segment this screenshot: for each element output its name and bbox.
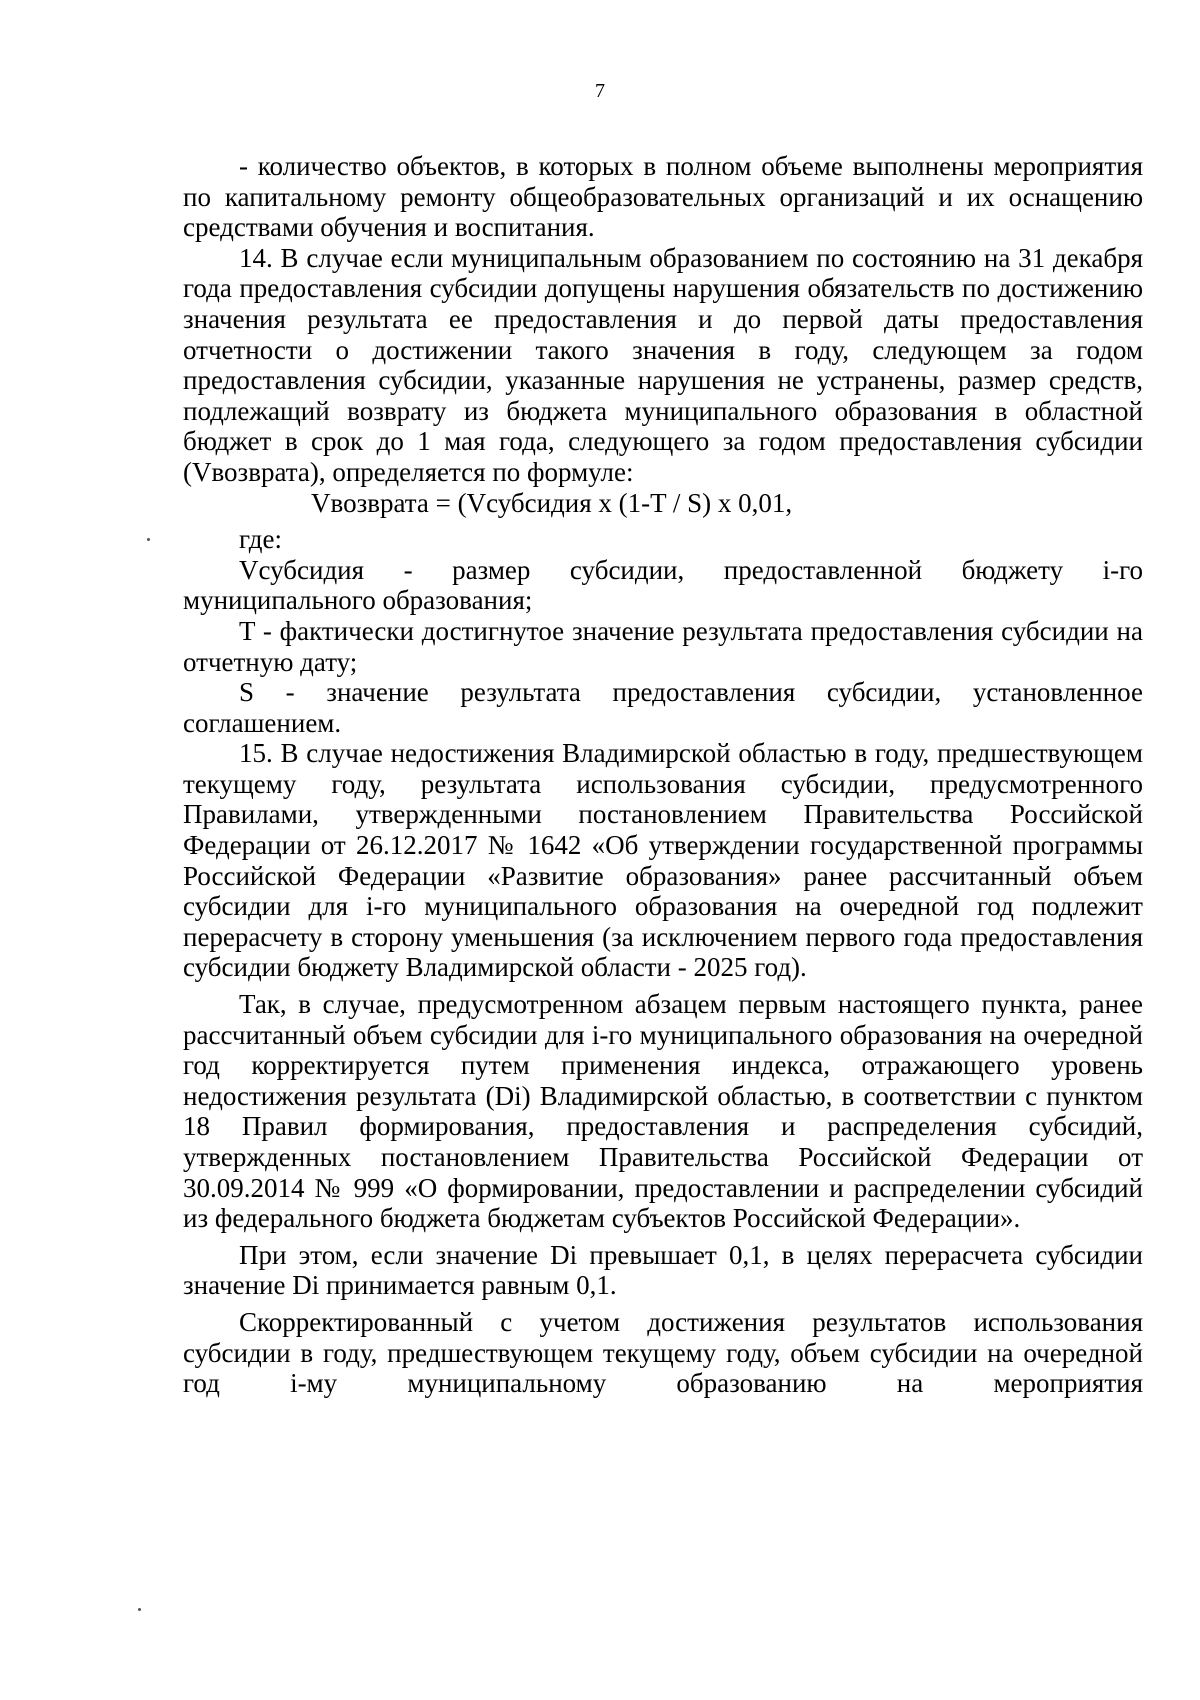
definition-t: T - фактически достигнутое значение результата предоставления субсидии на отчетную дату; [183,615,1143,677]
scan-speck [138,1608,141,1611]
paragraph-14: 14. В случае если муниципальным образованием по состоянию на 31 декабря года предоставления субсидии допущены нарушения обязательств по достижению значения результата ее предоставления и до первой даты предоставления отчетности о достижении такого значения в году, следующем за годом предоставления субсидии, указанные нарушения не устранены, размер средств, подлежащий возврату из бюджета муниципального образования в областной бюджет в срок до 1 мая года, следующего за годом предоставления субсидии (Vвозврата), определяется по формуле: [183,242,1143,487]
definition-v-subsidy: Vсубсидия - размер субсидии, предоставленной бюджету i-го муниципального образования; [183,554,1143,616]
paragraph-di-limit: При этом, если значение Di превышает 0,1, в целях перерасчета субсидии значение Di принимается равным 0,1. [183,1239,1143,1301]
where-label: где: [239,524,282,555]
paragraph-adjusted-volume: Скорректированный с учетом достижения результатов использования субсидии в году, предшествующем текущему году, объем субсидии на очередной год i-му муниципальному образованию на мероприятия [183,1306,1143,1399]
scan-speck [147,538,150,541]
paragraph-15: 15. В случае недостижения Владимирской областью в году, предшествующем текущему году, результата использования субсидии, предусмотренного Правилами, утвержденными постановлением Правительства Российской Федерации от 26.12.2017 № 1642 «Об утверждении государственной программы Российской Федерации «Развитие образования» ранее рассчитанный объем субсидии для i-го муниципального образования на очередной год подлежит перерасчету в сторону уменьшения (за исключением первого года предоставления субсидии бюджету Владимирской области - 2025 год). [183,738,1143,983]
paragraph-result-indicator: - количество объектов, в которых в полном объеме выполнены мероприятия по капитальному ремонту общеобразовательных организаций и их оснащению средствами обучения и воспитания. [183,151,1143,243]
page-number: 7 [595,80,605,102]
document-body [183,151,1143,1399]
definition-s: S - значение результата предоставления субсидии, установленное соглашением. [183,677,1143,738]
formula-refund: Vвозврата = (Vсубсидия x (1-T / S) x 0,01, [311,487,793,518]
paragraph-correction: Так, в случае, предусмотренном абзацем первым настоящего пункта, ранее рассчитанный объем субсидии для i-го муниципального образования на очередной год корректируется путем применения индекса, отражающего уровень недостижения результата (Di) Владимирской областью, в соответствии с пунктом 18 Правил формирования, предоставления и распределения субсидий, утвержденных постановлением Правительства Российской Федерации от 30.09.2014 № 999 «О формировании, предоставлении и распределении субсидий из федерального бюджета бюджетам субъектов Российской Федерации». [183,989,1143,1234]
